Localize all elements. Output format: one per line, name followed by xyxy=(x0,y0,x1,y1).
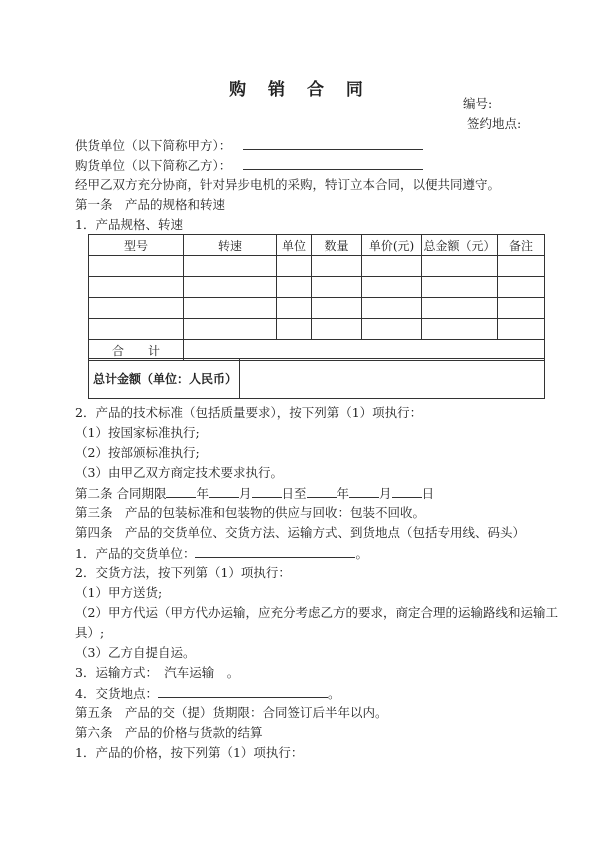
cell[interactable] xyxy=(184,256,277,277)
header-total: 总金额（元） xyxy=(422,235,498,256)
standard-option-2: （2）按部颁标准执行; xyxy=(75,445,200,460)
grand-total-row xyxy=(89,359,545,399)
grand-total-table xyxy=(88,358,545,399)
grand-total-value[interactable] xyxy=(240,359,545,399)
page-title: 购 销 合 同 xyxy=(229,80,371,100)
cell[interactable] xyxy=(277,277,312,298)
header-model: 型号 xyxy=(89,235,184,256)
cell[interactable] xyxy=(89,298,184,319)
cell[interactable] xyxy=(89,256,184,277)
article-2-label: 第二条 合同期限 xyxy=(75,486,167,501)
table-header-row xyxy=(89,235,545,256)
cell[interactable] xyxy=(422,298,498,319)
header-unit: 单位 xyxy=(277,235,312,256)
cell[interactable] xyxy=(312,256,362,277)
article-5: 第五条 产品的交（提）货期限：合同签订后半年以内。 xyxy=(75,705,388,720)
delivery-unit-blank[interactable] xyxy=(195,545,355,558)
contract-number-label: 编号: xyxy=(463,96,493,111)
cell[interactable] xyxy=(498,319,545,340)
cell[interactable] xyxy=(422,277,498,298)
supplier-label: 供货单位（以下简称甲方）： xyxy=(75,138,232,153)
buyer-line xyxy=(75,157,423,174)
table-row xyxy=(89,319,545,340)
year-label: 年 xyxy=(196,486,209,501)
cell[interactable] xyxy=(312,319,362,340)
header-quantity: 数量 xyxy=(312,235,362,256)
cell[interactable] xyxy=(184,298,277,319)
grand-total-label: 总计金额（单位：人民币） xyxy=(89,359,240,399)
end-month-blank[interactable] xyxy=(349,485,379,498)
cell[interactable] xyxy=(277,256,312,277)
article-4-item-3: 3．运输方式： 汽车运输 。 xyxy=(75,665,240,680)
end-day-blank[interactable] xyxy=(392,485,422,498)
header-speed: 转速 xyxy=(184,235,277,256)
start-month-blank[interactable] xyxy=(209,485,239,498)
cell[interactable] xyxy=(498,277,545,298)
cell[interactable] xyxy=(184,277,277,298)
day-label: 日 xyxy=(421,486,435,501)
delivery-option-3: （3）乙方自提自运。 xyxy=(75,645,196,660)
intro-text: 经甲乙双方充分协商，针对异步电机的采购，特订立本合同，以便共同遵守。 xyxy=(75,177,501,192)
cell[interactable] xyxy=(422,319,498,340)
cell[interactable] xyxy=(498,256,545,277)
month-label: 月 xyxy=(379,486,392,501)
article-4-item-4 xyxy=(75,685,340,702)
table-row xyxy=(89,298,545,319)
subtotal-label: 合 计 xyxy=(89,340,184,361)
cell[interactable] xyxy=(184,319,277,340)
cell[interactable] xyxy=(277,319,312,340)
cell[interactable] xyxy=(362,256,422,277)
cell[interactable] xyxy=(89,277,184,298)
article-1-item-1: 1．产品规格、转速 xyxy=(75,217,183,232)
start-day-blank[interactable] xyxy=(252,485,282,498)
month-label: 月 xyxy=(239,486,252,501)
delivery-option-1: （1）甲方送货; xyxy=(75,585,163,600)
end-year-blank[interactable] xyxy=(307,485,337,498)
product-table xyxy=(88,234,545,361)
cell[interactable] xyxy=(362,319,422,340)
supplier-blank[interactable] xyxy=(243,137,423,150)
standard-option-3: （3）由甲乙双方商定技术要求执行。 xyxy=(75,465,283,480)
period: 。 xyxy=(327,686,341,701)
article-2 xyxy=(75,485,434,502)
buyer-label: 购货单位（以下简称乙方）： xyxy=(75,158,232,173)
article-1-heading: 第一条 产品的规格和转速 xyxy=(75,197,226,212)
cell[interactable] xyxy=(89,319,184,340)
header-remarks: 备注 xyxy=(498,235,545,256)
article-6-heading: 第六条 产品的价格与货款的结算 xyxy=(75,725,263,740)
cell[interactable] xyxy=(362,298,422,319)
header-unit-price: 单价(元) xyxy=(362,235,422,256)
article-3: 第三条 产品的包装标准和包装物的供应与回收：包装不回收。 xyxy=(75,505,426,520)
cell[interactable] xyxy=(312,298,362,319)
cell[interactable] xyxy=(312,277,362,298)
supplier-line xyxy=(75,137,423,154)
delivery-place-label: 4．交货地点： xyxy=(75,686,158,701)
article-4-item-1 xyxy=(75,545,368,562)
cell[interactable] xyxy=(422,256,498,277)
signing-place-label: 签约地点: xyxy=(467,116,522,131)
article-4-item-2: 2．交货方法，按下列第（1）项执行： xyxy=(75,565,291,580)
period: 。 xyxy=(355,546,368,561)
article-1-item-2: 2．产品的技术标准（包括质量要求），按下列第（1）项执行： xyxy=(75,405,423,420)
delivery-option-2-cont: 具）; xyxy=(75,625,105,640)
buyer-blank[interactable] xyxy=(243,157,423,170)
cell[interactable] xyxy=(277,298,312,319)
table-row xyxy=(89,277,545,298)
delivery-unit-label: 1．产品的交货单位： xyxy=(75,546,196,561)
table-row xyxy=(89,256,545,277)
day-to-label: 日至 xyxy=(281,486,307,501)
article-6-item-1: 1．产品的价格，按下列第（1）项执行： xyxy=(75,745,304,760)
cell[interactable] xyxy=(362,277,422,298)
year-label: 年 xyxy=(336,486,350,501)
article-4-heading: 第四条 产品的交货单位、交货方法、运输方式、到货地点（包括专用线、码头） xyxy=(75,525,526,540)
delivery-place-blank[interactable] xyxy=(158,685,328,698)
cell[interactable] xyxy=(498,298,545,319)
start-year-blank[interactable] xyxy=(166,485,196,498)
delivery-option-2: （2）甲方代运（甲方代办运输，应充分考虑乙方的要求，商定合理的运输路线和运输工 xyxy=(75,605,558,620)
standard-option-1: （1）按国家标准执行; xyxy=(75,425,200,440)
